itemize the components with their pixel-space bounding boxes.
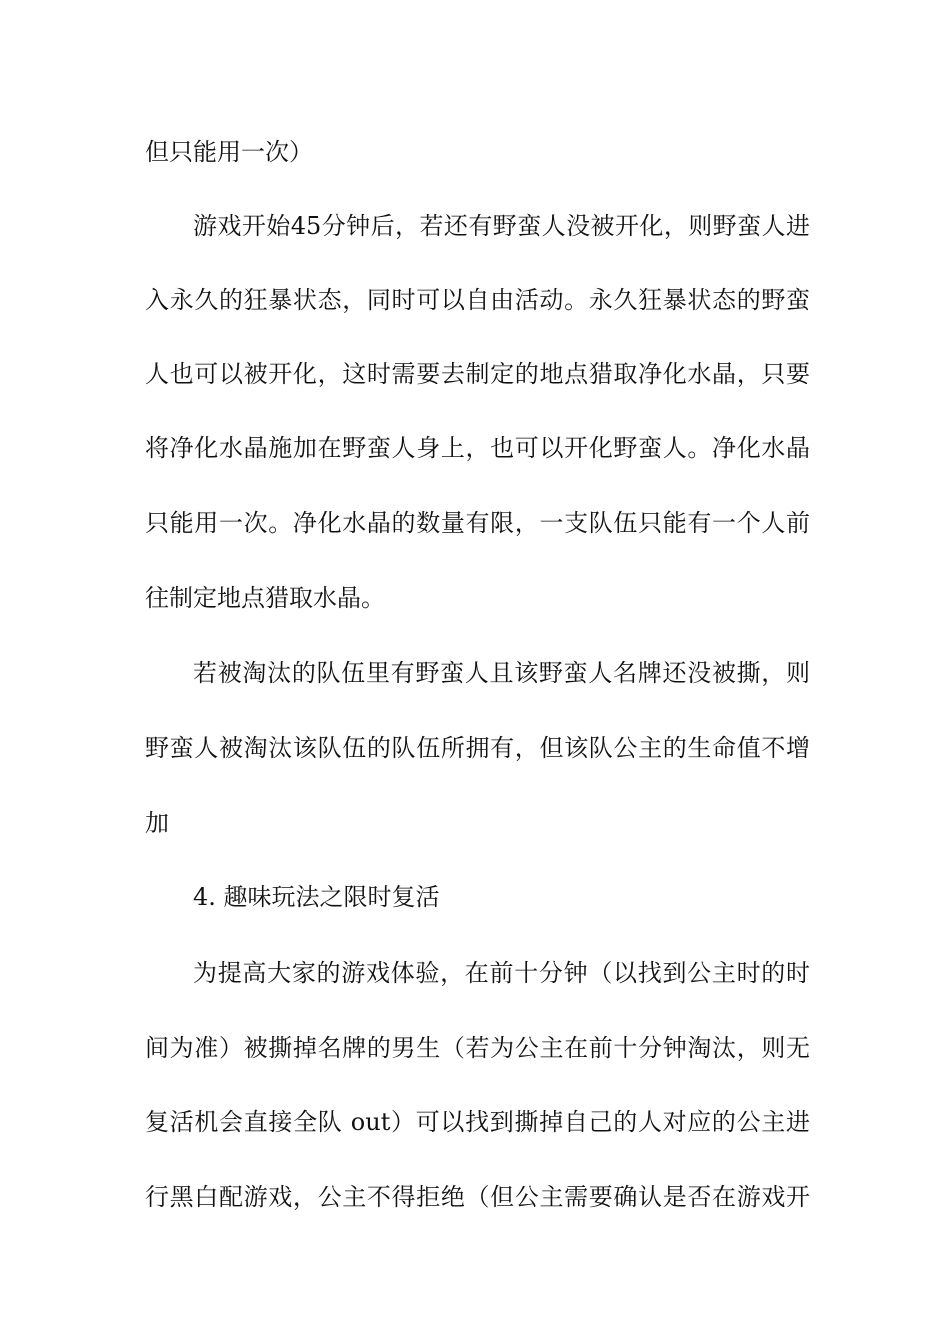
paragraph-first-line: 游戏开始45分钟后，若还有野蛮人没被开化，则野蛮人进	[193, 212, 810, 240]
paragraph-first-line: 若被淘汰的队伍里有野蛮人且该野蛮人名牌还没被撕，则	[193, 659, 810, 687]
text-line: 人也可以被开化，这时需要去制定的地点猎取净化水晶，只要	[145, 360, 810, 388]
text-line: 只能用一次。净化水晶的数量有限，一支队伍只能有一个人前	[145, 509, 810, 537]
text-line: 但只能用一次）	[145, 138, 313, 166]
text-line: 行黑白配游戏，公主不得拒绝（但公主需要确认是否在游戏开	[145, 1183, 810, 1211]
text-line: 复活机会直接全队 out）可以找到撕掉自己的人对应的公主进	[145, 1108, 810, 1136]
text-line: 将净化水晶施加在野蛮人身上，也可以开化野蛮人。净化水晶	[145, 434, 810, 462]
text-line: 野蛮人被淘汰该队伍的队伍所拥有，但该队公主的生命值不增	[145, 734, 810, 762]
paragraph-first-line: 为提高大家的游戏体验，在前十分钟（以找到公主时的时	[193, 959, 810, 987]
text-line: 间为准）被撕掉名牌的男生（若为公主在前十分钟淘汰，则无	[145, 1034, 810, 1062]
text-line: 入永久的狂暴状态，同时可以自由活动。永久狂暴状态的野蛮	[145, 286, 810, 314]
text-line: 往制定地点猎取水晶。	[145, 584, 385, 612]
text-line: 加	[145, 809, 169, 837]
section-heading: 4. 趣味玩法之限时复活	[193, 883, 440, 911]
